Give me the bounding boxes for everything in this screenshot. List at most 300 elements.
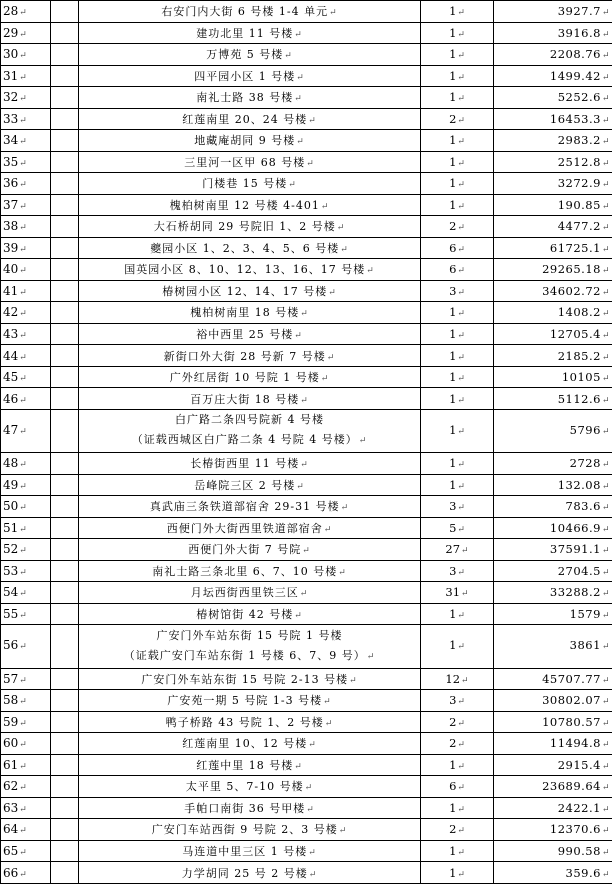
paragraph-mark-icon: ↵	[19, 374, 27, 385]
paragraph-mark-icon: ↵	[19, 524, 27, 535]
building-count-cell	[421, 819, 494, 841]
paragraph-mark-icon: ↵	[457, 330, 465, 341]
row-number: 35	[3, 154, 19, 169]
building-count: 27	[445, 542, 461, 557]
property-name-line: 广外红居街 10 号院 1 号楼	[169, 371, 320, 385]
property-name-cell	[79, 280, 421, 302]
paragraph-mark-icon: ↵	[457, 72, 465, 83]
paragraph-mark-icon: ↵	[601, 244, 610, 255]
row-number: 53	[3, 563, 19, 578]
table-row	[1, 819, 612, 841]
building-count-cell	[421, 44, 494, 66]
paragraph-mark-icon: ↵	[329, 8, 338, 19]
property-name-line: 万博苑 5 号楼	[206, 48, 284, 62]
paragraph-mark-icon: ↵	[19, 503, 27, 514]
property-name-line: 裕中西里 25 号楼	[196, 327, 294, 341]
area-cell	[494, 625, 612, 668]
paragraph-mark-icon: ↵	[294, 610, 303, 621]
paragraph-mark-icon: ↵	[461, 675, 469, 686]
paragraph-mark-icon: ↵	[601, 180, 610, 191]
area-value: 3927.7	[557, 4, 601, 19]
paragraph-mark-icon: ↵	[601, 826, 610, 837]
building-count: 1	[449, 4, 457, 19]
paragraph-mark-icon: ↵	[601, 740, 610, 751]
building-count: 6	[449, 779, 457, 794]
building-count: 3	[449, 693, 457, 708]
property-name-cell	[79, 603, 421, 625]
building-count-cell	[421, 754, 494, 776]
blank-cell	[51, 302, 79, 324]
paragraph-mark-icon: ↵	[457, 460, 465, 471]
area-cell	[494, 323, 612, 345]
property-name-line: 广安苑一期 5 号院 1-3 号楼	[167, 694, 323, 708]
area-cell	[494, 44, 612, 66]
paragraph-mark-icon: ↵	[457, 8, 465, 19]
paragraph-mark-icon: ↵	[306, 158, 315, 169]
property-name-cell	[79, 711, 421, 733]
building-count: 3	[449, 499, 457, 514]
paragraph-mark-icon: ↵	[19, 8, 27, 19]
property-name-line: 红莲南里 20、24 号楼	[182, 112, 308, 126]
building-count: 1	[449, 25, 457, 40]
table-row	[1, 108, 612, 130]
area-value: 10105	[561, 370, 601, 385]
building-count-cell	[421, 280, 494, 302]
area-cell	[494, 280, 612, 302]
building-count-cell	[421, 474, 494, 496]
row-number-cell	[1, 259, 51, 281]
table-row	[1, 797, 612, 819]
table-row	[1, 388, 612, 410]
row-number-cell	[1, 280, 51, 302]
area-cell	[494, 819, 612, 841]
paragraph-mark-icon: ↵	[19, 589, 27, 600]
property-name-line: 广安门车站西街 9 号院 2、3 号楼	[151, 823, 338, 837]
row-number-cell	[1, 496, 51, 518]
paragraph-mark-icon: ↵	[457, 503, 465, 514]
blank-cell	[51, 108, 79, 130]
paragraph-mark-icon: ↵	[19, 761, 27, 772]
paragraph-mark-icon: ↵	[338, 826, 348, 837]
property-name-cell	[79, 733, 421, 755]
area-cell	[494, 560, 612, 582]
area-cell	[494, 237, 612, 259]
area-cell	[494, 603, 612, 625]
blank-cell	[51, 345, 79, 367]
row-number-cell	[1, 754, 51, 776]
row-number: 28	[3, 4, 19, 19]
paragraph-mark-icon: ↵	[338, 567, 347, 578]
paragraph-mark-icon: ↵	[601, 51, 610, 62]
blank-cell	[51, 819, 79, 841]
row-number-cell	[1, 302, 51, 324]
row-number-cell	[1, 560, 51, 582]
blank-cell	[51, 216, 79, 238]
building-count-cell	[421, 797, 494, 819]
building-count-cell	[421, 453, 494, 475]
paragraph-mark-icon: ↵	[601, 223, 610, 234]
blank-cell	[51, 776, 79, 798]
property-name-line: 西便门外大街 7 号院	[188, 543, 302, 557]
paragraph-mark-icon: ↵	[601, 567, 610, 578]
paragraph-mark-icon: ↵	[296, 481, 305, 492]
property-name-line: 右安门内大街 6 号楼 1-4 单元	[161, 5, 329, 19]
paragraph-mark-icon: ↵	[601, 330, 610, 341]
blank-cell	[51, 474, 79, 496]
table-row	[1, 453, 612, 475]
paragraph-mark-icon: ↵	[19, 395, 27, 406]
table-row	[1, 690, 612, 712]
building-count-cell	[421, 776, 494, 798]
building-count: 2	[449, 219, 457, 234]
paragraph-mark-icon: ↵	[457, 426, 465, 437]
area-value: 2208.76	[549, 47, 601, 62]
table-row	[1, 776, 612, 798]
building-count-cell	[421, 733, 494, 755]
paragraph-mark-icon: ↵	[19, 115, 27, 126]
paragraph-mark-icon: ↵	[299, 589, 309, 600]
row-number-cell	[1, 44, 51, 66]
building-count-cell	[421, 582, 494, 604]
building-count-cell	[421, 517, 494, 539]
area-value: 2728	[569, 456, 601, 471]
building-count: 5	[449, 520, 457, 535]
property-name-cell	[79, 862, 421, 884]
area-cell	[494, 302, 612, 324]
row-number: 38	[3, 219, 19, 234]
row-number-cell	[1, 108, 51, 130]
paragraph-mark-icon: ↵	[300, 309, 309, 320]
paragraph-mark-icon: ↵	[19, 869, 27, 880]
building-count-cell	[421, 345, 494, 367]
paragraph-mark-icon: ↵	[358, 436, 368, 447]
paragraph-mark-icon: ↵	[19, 29, 27, 40]
row-number-cell	[1, 409, 51, 452]
paragraph-mark-icon: ↵	[601, 642, 610, 653]
paragraph-mark-icon: ↵	[601, 589, 610, 600]
property-name-cell	[79, 453, 421, 475]
building-count: 1	[449, 154, 457, 169]
property-name-cell	[79, 517, 421, 539]
paragraph-mark-icon: ↵	[601, 697, 610, 708]
row-number-cell	[1, 130, 51, 152]
property-name-cell	[79, 216, 421, 238]
area-value: 2512.8	[557, 154, 601, 169]
property-name-cell	[79, 22, 421, 44]
paragraph-mark-icon: ↵	[296, 137, 305, 148]
paragraph-mark-icon: ↵	[457, 180, 465, 191]
paragraph-mark-icon: ↵	[601, 8, 610, 19]
paragraph-mark-icon: ↵	[19, 352, 27, 363]
area-value: 1408.2	[557, 305, 601, 320]
table-row	[1, 603, 612, 625]
building-count: 1	[449, 176, 457, 191]
row-number-cell	[1, 65, 51, 87]
paragraph-mark-icon: ↵	[366, 266, 375, 277]
row-number: 47	[3, 422, 19, 437]
blank-cell	[51, 862, 79, 884]
building-count-cell	[421, 216, 494, 238]
paragraph-mark-icon: ↵	[457, 804, 465, 815]
area-cell	[494, 151, 612, 173]
table-row	[1, 65, 612, 87]
row-number: 39	[3, 240, 19, 255]
paragraph-mark-icon: ↵	[304, 783, 314, 794]
table-row	[1, 173, 612, 195]
paragraph-mark-icon: ↵	[601, 201, 610, 212]
row-number-cell	[1, 711, 51, 733]
row-number-cell	[1, 87, 51, 109]
area-value: 132.08	[557, 477, 601, 492]
blank-cell	[51, 668, 79, 690]
area-value: 2704.5	[557, 563, 601, 578]
paragraph-mark-icon: ↵	[326, 352, 336, 363]
paragraph-mark-icon: ↵	[457, 567, 465, 578]
area-cell	[494, 173, 612, 195]
area-cell	[494, 216, 612, 238]
area-cell	[494, 668, 612, 690]
building-count: 1	[449, 370, 457, 385]
area-value: 1499.42	[549, 68, 601, 83]
building-count: 1	[449, 326, 457, 341]
property-name-cell	[79, 194, 421, 216]
property-name-cell	[79, 496, 421, 518]
blank-cell	[51, 22, 79, 44]
table-row	[1, 216, 612, 238]
building-count: 3	[449, 563, 457, 578]
blank-cell	[51, 173, 79, 195]
property-name-line: 夔园小区 1、2、3、4、5、6 号楼	[150, 241, 340, 255]
blank-cell	[51, 754, 79, 776]
paragraph-mark-icon: ↵	[457, 826, 465, 837]
table-row	[1, 87, 612, 109]
building-count: 2	[449, 111, 457, 126]
building-count: 1	[449, 865, 457, 880]
row-number: 44	[3, 348, 19, 363]
property-name-cell	[79, 539, 421, 561]
paragraph-mark-icon: ↵	[19, 158, 27, 169]
paragraph-mark-icon: ↵	[457, 266, 465, 277]
row-number: 60	[3, 736, 19, 751]
paragraph-mark-icon: ↵	[19, 426, 27, 437]
building-count: 1	[449, 197, 457, 212]
row-number: 32	[3, 90, 19, 105]
row-number: 46	[3, 391, 19, 406]
area-cell	[494, 711, 612, 733]
paragraph-mark-icon: ↵	[601, 610, 610, 621]
building-count-cell	[421, 194, 494, 216]
paragraph-mark-icon: ↵	[457, 697, 465, 708]
paragraph-mark-icon: ↵	[19, 546, 27, 557]
building-count: 1	[449, 477, 457, 492]
row-number-cell	[1, 862, 51, 884]
property-name-line: 长椿街西里 11 号楼	[190, 457, 300, 471]
paragraph-mark-icon: ↵	[308, 115, 317, 126]
building-count: 12	[445, 671, 461, 686]
paragraph-mark-icon: ↵	[19, 642, 27, 653]
row-number-cell	[1, 733, 51, 755]
building-count-cell	[421, 259, 494, 281]
paragraph-mark-icon: ↵	[19, 847, 27, 858]
property-name-line: 槐柏树南里 18 号楼	[190, 306, 300, 320]
table-row	[1, 711, 612, 733]
paragraph-mark-icon: ↵	[457, 137, 465, 148]
area-cell	[494, 194, 612, 216]
paragraph-mark-icon: ↵	[601, 546, 610, 557]
area-cell	[494, 776, 612, 798]
blank-cell	[51, 625, 79, 668]
paragraph-mark-icon: ↵	[284, 51, 293, 62]
row-number: 57	[3, 671, 19, 686]
building-count-cell	[421, 625, 494, 668]
paragraph-mark-icon: ↵	[19, 72, 27, 83]
row-number: 56	[3, 638, 19, 653]
paragraph-mark-icon: ↵	[19, 94, 27, 105]
paragraph-mark-icon: ↵	[457, 740, 465, 751]
property-name-cell	[79, 366, 421, 388]
property-name-line: 南礼士路 38 号楼	[196, 91, 294, 105]
table-row	[1, 151, 612, 173]
property-name-cell	[79, 323, 421, 345]
paragraph-mark-icon: ↵	[288, 180, 297, 191]
paragraph-mark-icon: ↵	[601, 94, 610, 105]
paragraph-mark-icon: ↵	[320, 374, 330, 385]
area-value: 10780.57	[542, 714, 601, 729]
table-row	[1, 194, 612, 216]
paragraph-mark-icon: ↵	[457, 158, 465, 169]
area-value: 12705.4	[549, 326, 601, 341]
row-number: 33	[3, 111, 19, 126]
paragraph-mark-icon: ↵	[308, 740, 317, 751]
row-number: 58	[3, 693, 19, 708]
row-number-cell	[1, 151, 51, 173]
building-count-cell	[421, 862, 494, 884]
blank-cell	[51, 280, 79, 302]
paragraph-mark-icon: ↵	[601, 503, 610, 514]
property-name-cell	[79, 65, 421, 87]
paragraph-mark-icon: ↵	[300, 395, 309, 406]
blank-cell	[51, 366, 79, 388]
paragraph-mark-icon: ↵	[457, 51, 465, 62]
row-number: 49	[3, 477, 19, 492]
paragraph-mark-icon: ↵	[19, 223, 27, 234]
paragraph-mark-icon: ↵	[19, 697, 27, 708]
row-number: 59	[3, 714, 19, 729]
property-name-line: 新街口外大街 28 号新 7 号楼	[163, 349, 326, 363]
property-name-line: 岳峰院三区 2 号楼	[194, 478, 296, 492]
paragraph-mark-icon: ↵	[457, 869, 465, 880]
property-name-cell	[79, 668, 421, 690]
property-name-cell	[79, 409, 421, 452]
paragraph-mark-icon: ↵	[294, 29, 303, 40]
table-row	[1, 840, 612, 862]
table-row	[1, 280, 612, 302]
blank-cell	[51, 1, 79, 23]
property-name-cell	[79, 237, 421, 259]
building-count: 1	[449, 68, 457, 83]
blank-cell	[51, 237, 79, 259]
property-name-cell	[79, 754, 421, 776]
paragraph-mark-icon: ↵	[340, 244, 349, 255]
property-name-line: 四平园小区 1 号楼	[194, 69, 296, 83]
building-count: 6	[449, 262, 457, 277]
row-number: 31	[3, 68, 19, 83]
property-name-cell	[79, 87, 421, 109]
paragraph-mark-icon: ↵	[19, 266, 27, 277]
building-count: 1	[449, 348, 457, 363]
building-count-cell	[421, 366, 494, 388]
property-name-line: 力学胡同 25 号 2 号楼	[181, 866, 308, 880]
area-cell	[494, 453, 612, 475]
property-name-cell	[79, 625, 421, 668]
paragraph-mark-icon: ↵	[457, 201, 465, 212]
paragraph-mark-icon: ↵	[19, 567, 27, 578]
paragraph-mark-icon: ↵	[349, 675, 358, 686]
row-number: 43	[3, 326, 19, 341]
building-count-cell	[421, 690, 494, 712]
table-row	[1, 733, 612, 755]
area-value: 2983.2	[557, 133, 601, 148]
property-name-cell	[79, 173, 421, 195]
area-value: 990.58	[557, 843, 601, 858]
row-number: 29	[3, 25, 19, 40]
row-number-cell	[1, 840, 51, 862]
table-row	[1, 345, 612, 367]
table-row	[1, 496, 612, 518]
area-cell	[494, 65, 612, 87]
row-number: 55	[3, 606, 19, 621]
blank-cell	[51, 797, 79, 819]
area-value: 359.6	[565, 865, 601, 880]
area-cell	[494, 539, 612, 561]
property-name-cell	[79, 474, 421, 496]
paragraph-mark-icon: ↵	[601, 847, 610, 858]
blank-cell	[51, 323, 79, 345]
row-number: 54	[3, 585, 19, 600]
building-count: 6	[449, 240, 457, 255]
row-number-cell	[1, 366, 51, 388]
row-number-cell	[1, 797, 51, 819]
area-value: 4477.2	[557, 219, 601, 234]
paragraph-mark-icon: ↵	[457, 642, 465, 653]
property-name-cell	[79, 345, 421, 367]
area-value: 1579	[569, 606, 601, 621]
property-name-line: 地藏庵胡同 9 号楼	[194, 134, 296, 148]
property-name-cell	[79, 819, 421, 841]
property-name-line: 百万庄大街 18 号楼	[190, 392, 300, 406]
building-count-cell	[421, 108, 494, 130]
blank-cell	[51, 87, 79, 109]
property-name-line: 白广路二条四号院新 4 号楼	[175, 413, 324, 427]
area-value: 10466.9	[549, 520, 601, 535]
paragraph-mark-icon: ↵	[457, 610, 465, 621]
area-cell	[494, 87, 612, 109]
paragraph-mark-icon: ↵	[457, 524, 465, 535]
area-value: 23689.64	[542, 779, 601, 794]
paragraph-mark-icon: ↵	[19, 460, 27, 471]
blank-cell	[51, 840, 79, 862]
paragraph-mark-icon: ↵	[323, 524, 333, 535]
property-name-line: 手帕口南街 36 号甲楼	[184, 801, 306, 815]
building-count: 31	[445, 585, 461, 600]
table-row	[1, 517, 612, 539]
paragraph-mark-icon: ↵	[601, 426, 610, 437]
paragraph-mark-icon: ↵	[461, 546, 469, 557]
row-number-cell	[1, 345, 51, 367]
property-name-line: 三里河一区甲 68 号楼	[184, 155, 306, 169]
table-row	[1, 323, 612, 345]
property-name-line: （证载西城区白广路二条 4 号院 4 号楼）	[131, 433, 358, 447]
